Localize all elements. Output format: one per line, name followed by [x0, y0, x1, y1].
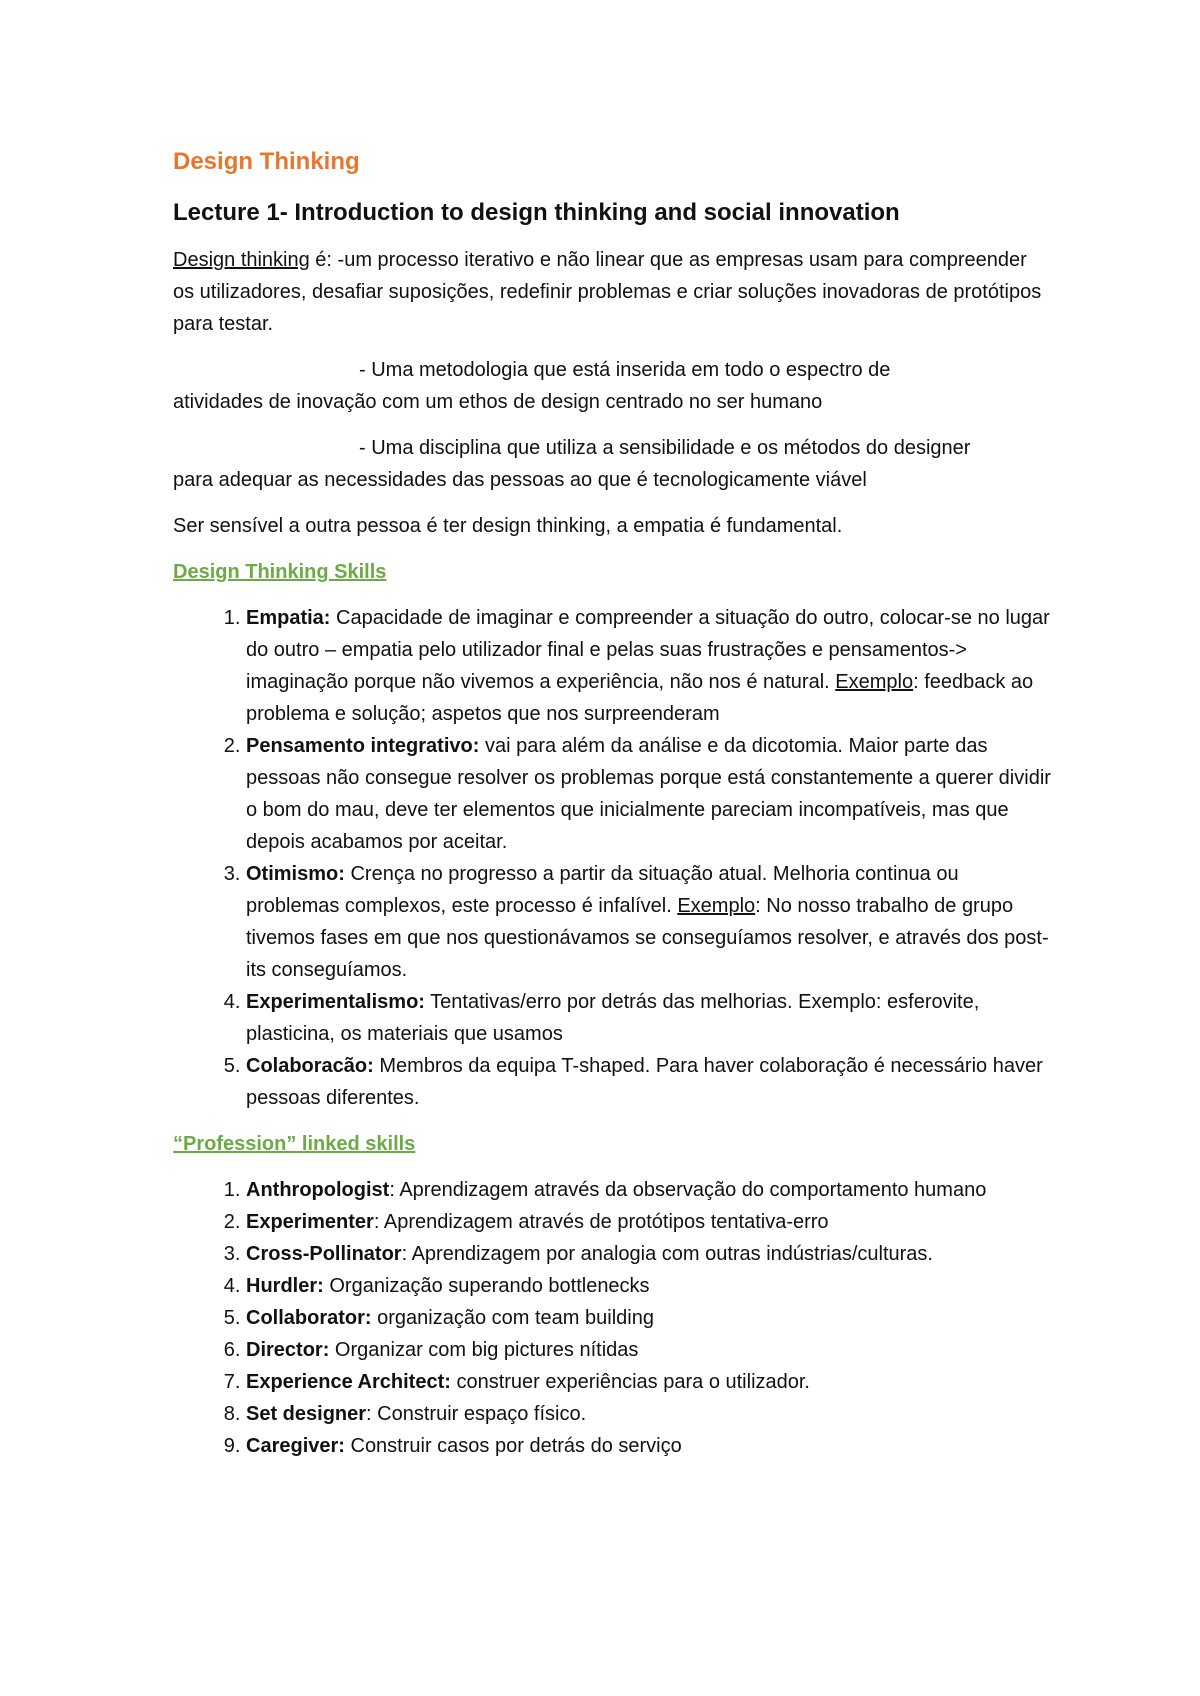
skill-item [246, 986, 1053, 1050]
example-label: Exemplo [677, 895, 756, 917]
profession-item [246, 1334, 1053, 1366]
skill-term: Pensamento integrativo: [246, 735, 480, 757]
profession-list [173, 1174, 1053, 1462]
profession-text: : Aprendizagem por analogia com outras indústrias/culturas. [401, 1243, 933, 1265]
skill-term: Experimentalismo: [246, 991, 425, 1013]
skill-term: Empatia: [246, 607, 331, 629]
skill-term: Otimismo: [246, 863, 345, 885]
profession-item [246, 1270, 1053, 1302]
skill-text: Capacidade de imaginar e compreender a situação do outro, colocar-se no lugar do outro – empatia pelo utilizador final e pelas suas frustrações e pensamentos-> imaginação porque não vivemos a experiência, não nos é natural. [246, 607, 1050, 693]
profession-text: : Construir espaço físico. [366, 1403, 587, 1425]
profession-item [246, 1206, 1053, 1238]
discipline-line-a: - Uma disciplina que utiliza a sensibilidade e os métodos do designer [359, 437, 971, 459]
profession-term: Director: [246, 1339, 330, 1361]
skill-item [246, 602, 1053, 730]
profession-item [246, 1238, 1053, 1270]
document-title: Design Thinking [173, 148, 360, 175]
skill-text-continued: : No nosso trabalho de grupo tivemos fases em que nos questionávamos se conseguíamos resolver, e através dos post-its conseguíamos. [246, 895, 1049, 981]
discipline-paragraph [173, 432, 1053, 496]
profession-text: Construir casos por detrás do serviço [344, 1435, 682, 1457]
profession-text: Organização superando bottlenecks [323, 1275, 650, 1297]
profession-text: : Aprendizagem através da observação do comportamento humano [389, 1179, 987, 1201]
empathy-paragraph: Ser sensível a outra pessoa é ter design thinking, a empatia é fundamental. [173, 515, 843, 537]
document-page [173, 145, 1053, 1476]
skills-heading: Design Thinking Skills [173, 561, 387, 583]
profession-item [246, 1366, 1053, 1398]
skill-text: Tentativas/erro por detrás das melhorias. Exemplo: esferovite, plasticina, os materiais que usamos [246, 991, 980, 1045]
profession-term: Collaborator: [246, 1307, 372, 1329]
example-label: Exemplo [835, 671, 914, 693]
lecture-title: Lecture 1- Introduction to design thinking and social innovation [173, 199, 900, 226]
skill-item [246, 1050, 1053, 1114]
discipline-line-b: para adequar as necessidades das pessoas ao que é tecnologicamente viável [173, 469, 867, 491]
profession-text: : Aprendizagem através de protótipos tentativa-erro [373, 1211, 829, 1233]
skill-item [246, 858, 1053, 986]
intro-paragraph [173, 244, 1053, 340]
methodology-paragraph [173, 354, 1053, 418]
profession-text: organização com team building [371, 1307, 654, 1329]
methodology-line-b: atividades de inovação com um ethos de design centrado no ser humano [173, 391, 823, 413]
design-thinking-term: Design thinking [173, 249, 310, 271]
profession-heading: “Profession” linked skills [173, 1133, 416, 1155]
skill-item [246, 730, 1053, 858]
profession-item [246, 1430, 1053, 1462]
profession-term: Hurdler: [246, 1275, 324, 1297]
skills-list [173, 602, 1053, 1114]
methodology-line-a: - Uma metodologia que está inserida em todo o espectro de [359, 359, 891, 381]
skill-text: vai para além da análise e da dicotomia. Maior parte das pessoas não consegue resolver os problemas porque está constantemente a querer dividir o bom do mau, deve ter elementos que inicialmente pareciam incompatíveis, mas que depois acabamos por aceitar. [246, 735, 1051, 853]
profession-item [246, 1398, 1053, 1430]
profession-text: Organizar com big pictures nítidas [329, 1339, 639, 1361]
intro-definition: é: -um processo iterativo e não linear que as empresas usam para compreender os utilizadores, desafiar suposições, redefinir problemas e criar soluções inovadoras de protótipos para testar. [173, 249, 1042, 335]
skill-text-continued: : feedback ao problema e solução; aspetos que nos surpreenderam [246, 671, 1034, 725]
skill-text: Membros da equipa T-shaped. Para haver colaboração é necessário haver pessoas diferentes. [246, 1055, 1043, 1109]
profession-term: Cross-Pollinator [246, 1243, 402, 1265]
skill-term: Colaboracão: [246, 1055, 374, 1077]
profession-item [246, 1174, 1053, 1206]
profession-term: Anthropologist [246, 1179, 390, 1201]
profession-term: Experience Architect: [246, 1371, 451, 1393]
profession-term: Caregiver: [246, 1435, 345, 1457]
profession-text: construer experiências para o utilizador. [450, 1371, 810, 1393]
profession-item [246, 1302, 1053, 1334]
skill-text: Crença no progresso a partir da situação atual. Melhoria continua ou problemas complexos, este processo é infalível. [246, 863, 959, 917]
profession-term: Experimenter [246, 1211, 374, 1233]
profession-term: Set designer [246, 1403, 367, 1425]
